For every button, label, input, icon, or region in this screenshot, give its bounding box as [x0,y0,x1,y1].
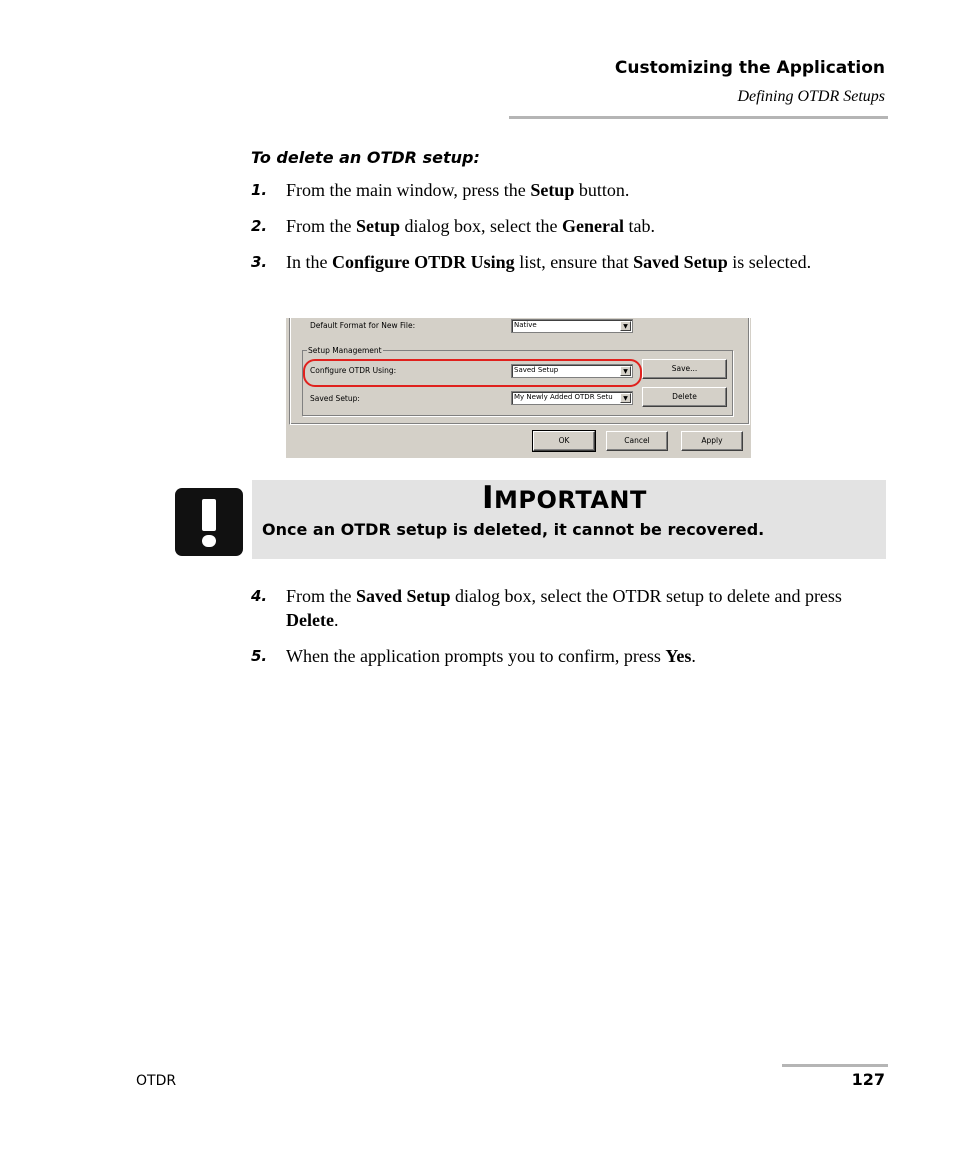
default-format-label: Default Format for New File: [310,321,416,330]
configure-otdr-value: Saved Setup [514,366,559,374]
footer-rule [782,1064,888,1067]
step-2: 2. From the Setup dialog box, select the General tab. [251,216,655,236]
saved-setup-label: Saved Setup: [310,394,360,403]
dropdown-arrow-icon[interactable]: ▼ [620,366,631,376]
step-number: 2. [251,217,268,235]
default-format-value: Native [514,321,537,329]
procedure-title: To delete an OTDR setup: [251,148,480,167]
step-4: 4. From the Saved Setup dialog box, select the OTDR setup to delete and press Delete. [251,586,842,630]
step-number: 1. [251,181,268,199]
configure-otdr-label: Configure OTDR Using: [310,366,397,375]
highlight-ellipse [303,359,642,387]
step-number: 5. [251,647,268,665]
delete-button[interactable]: Delete [642,387,727,407]
setup-dialog-screenshot [286,318,751,458]
step-5: 5. When the application prompts you to confirm, press Yes. [251,646,696,666]
ok-button[interactable]: OK [533,431,595,451]
cancel-button[interactable]: Cancel [606,431,668,451]
header-chapter: Customizing the Application [614,58,885,78]
important-title: IMPORTANT [482,480,647,516]
dropdown-arrow-icon[interactable]: ▼ [620,393,631,403]
header-section: Defining OTDR Setups [737,88,885,105]
step-3: 3. In the Configure OTDR Using list, ensure that Saved Setup is selected. [251,252,812,272]
step-number: 4. [251,587,268,605]
step-number: 3. [251,253,268,271]
page-number: 127 [851,1070,885,1089]
header-rule [509,116,888,119]
footer-product: OTDR [136,1073,177,1089]
saved-setup-value: My Newly Added OTDR Setu [514,393,613,401]
save-button[interactable]: Save... [642,359,727,379]
group-title: Setup Management [308,346,382,355]
step-1: 1. From the main window, press the Setup button. [251,180,630,200]
important-text: Once an OTDR setup is deleted, it cannot be recovered. [262,520,765,539]
default-format-combo[interactable] [511,319,633,333]
exclamation-icon [175,488,243,556]
apply-button[interactable]: Apply [681,431,743,451]
dropdown-arrow-icon[interactable]: ▼ [620,321,631,331]
saved-setup-combo[interactable] [511,391,633,405]
